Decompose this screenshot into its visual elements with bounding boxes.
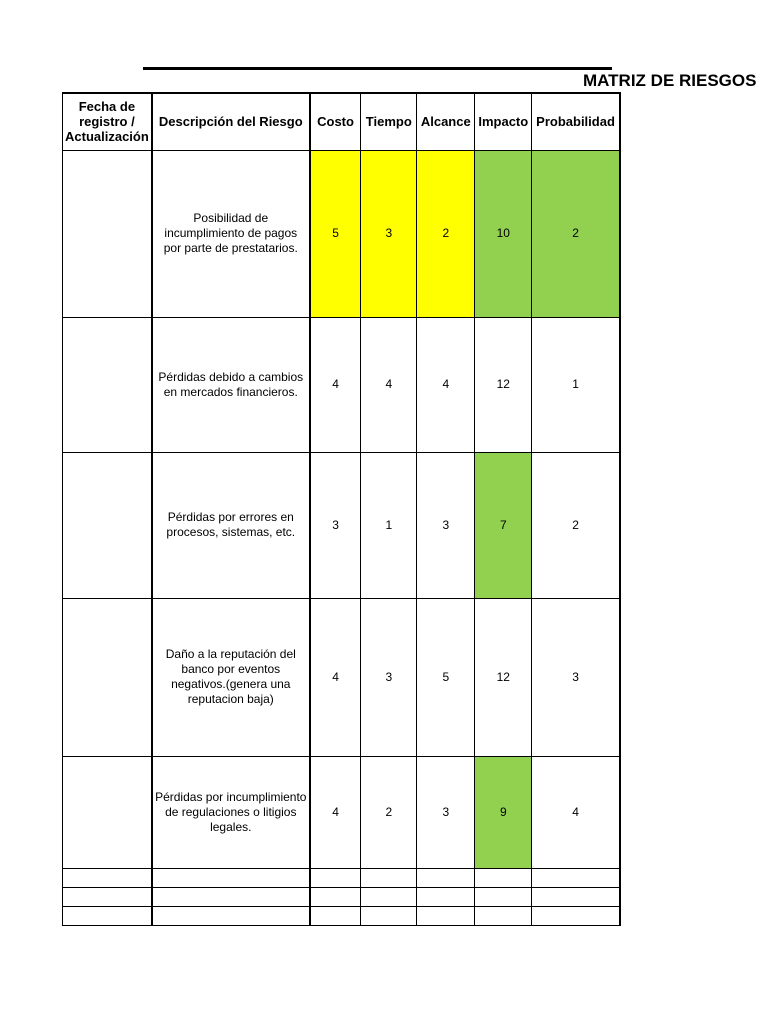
empty-cell (63, 868, 152, 887)
cell-tiempo: 3 (361, 598, 417, 756)
cell-probabilidad: 4 (532, 756, 620, 868)
empty-cell (417, 868, 475, 887)
header-descripcion: Descripción del Riesgo (152, 93, 310, 150)
cell-probabilidad: 2 (532, 150, 620, 317)
empty-cell (417, 906, 475, 925)
empty-cell (475, 906, 532, 925)
empty-cell (310, 887, 361, 906)
empty-cell (361, 868, 417, 887)
cell-impacto: 10 (475, 150, 532, 317)
empty-cell (532, 868, 620, 887)
table-row (63, 598, 620, 756)
cell-impacto: 7 (475, 452, 532, 598)
cell-alcance: 3 (417, 756, 475, 868)
cell-alcance: 2 (417, 150, 475, 317)
cell-fecha (63, 756, 152, 868)
empty-cell (475, 868, 532, 887)
table-row (63, 317, 620, 452)
empty-cell (310, 906, 361, 925)
cell-probabilidad: 2 (532, 452, 620, 598)
header-impacto: Impacto (475, 93, 532, 150)
empty-cell (152, 887, 310, 906)
cell-impacto: 12 (475, 598, 532, 756)
table-row (63, 756, 620, 868)
header-alcance: Alcance (417, 93, 475, 150)
cell-descripcion: Daño a la reputación del banco por eventos negativos.(genera una reputacion baja) (152, 598, 310, 756)
empty-cell (475, 887, 532, 906)
cell-fecha (63, 452, 152, 598)
cell-descripcion: Pérdidas por incumplimiento de regulaciones o litigios legales. (152, 756, 310, 868)
empty-row (63, 887, 620, 906)
cell-tiempo: 1 (361, 452, 417, 598)
cell-descripcion: Pérdidas debido a cambios en mercados financieros. (152, 317, 310, 452)
cell-impacto: 9 (475, 756, 532, 868)
empty-cell (310, 868, 361, 887)
empty-row (63, 906, 620, 925)
cell-costo: 4 (310, 598, 361, 756)
cell-descripcion: Posibilidad de incumplimiento de pagos por parte de prestatarios. (152, 150, 310, 317)
cell-fecha (63, 317, 152, 452)
table-row (63, 452, 620, 598)
cell-costo: 3 (310, 452, 361, 598)
cell-costo: 4 (310, 756, 361, 868)
cell-costo: 5 (310, 150, 361, 317)
header-row (63, 93, 620, 150)
title-rule (143, 67, 612, 70)
cell-probabilidad: 1 (532, 317, 620, 452)
empty-cell (532, 887, 620, 906)
cell-probabilidad: 3 (532, 598, 620, 756)
table-row (63, 150, 620, 317)
header-costo: Costo (310, 93, 361, 150)
cell-costo: 4 (310, 317, 361, 452)
cell-descripcion: Pérdidas por errores en procesos, sistemas, etc. (152, 452, 310, 598)
empty-cell (152, 868, 310, 887)
cell-fecha (63, 598, 152, 756)
cell-tiempo: 4 (361, 317, 417, 452)
empty-cell (63, 887, 152, 906)
empty-cell (417, 887, 475, 906)
cell-alcance: 4 (417, 317, 475, 452)
risk-matrix-table (62, 92, 621, 926)
header-tiempo: Tiempo (361, 93, 417, 150)
cell-impacto: 12 (475, 317, 532, 452)
empty-cell (361, 906, 417, 925)
header-probabilidad: Probabilidad (532, 93, 620, 150)
cell-fecha (63, 150, 152, 317)
empty-cell (63, 906, 152, 925)
cell-tiempo: 2 (361, 756, 417, 868)
empty-cell (532, 906, 620, 925)
cell-alcance: 5 (417, 598, 475, 756)
page-title: MATRIZ DE RIESGOS (583, 71, 757, 90)
empty-cell (152, 906, 310, 925)
empty-row (63, 868, 620, 887)
cell-tiempo: 3 (361, 150, 417, 317)
cell-alcance: 3 (417, 452, 475, 598)
empty-cell (361, 887, 417, 906)
header-fecha: Fecha de registro / Actualización (63, 93, 152, 150)
